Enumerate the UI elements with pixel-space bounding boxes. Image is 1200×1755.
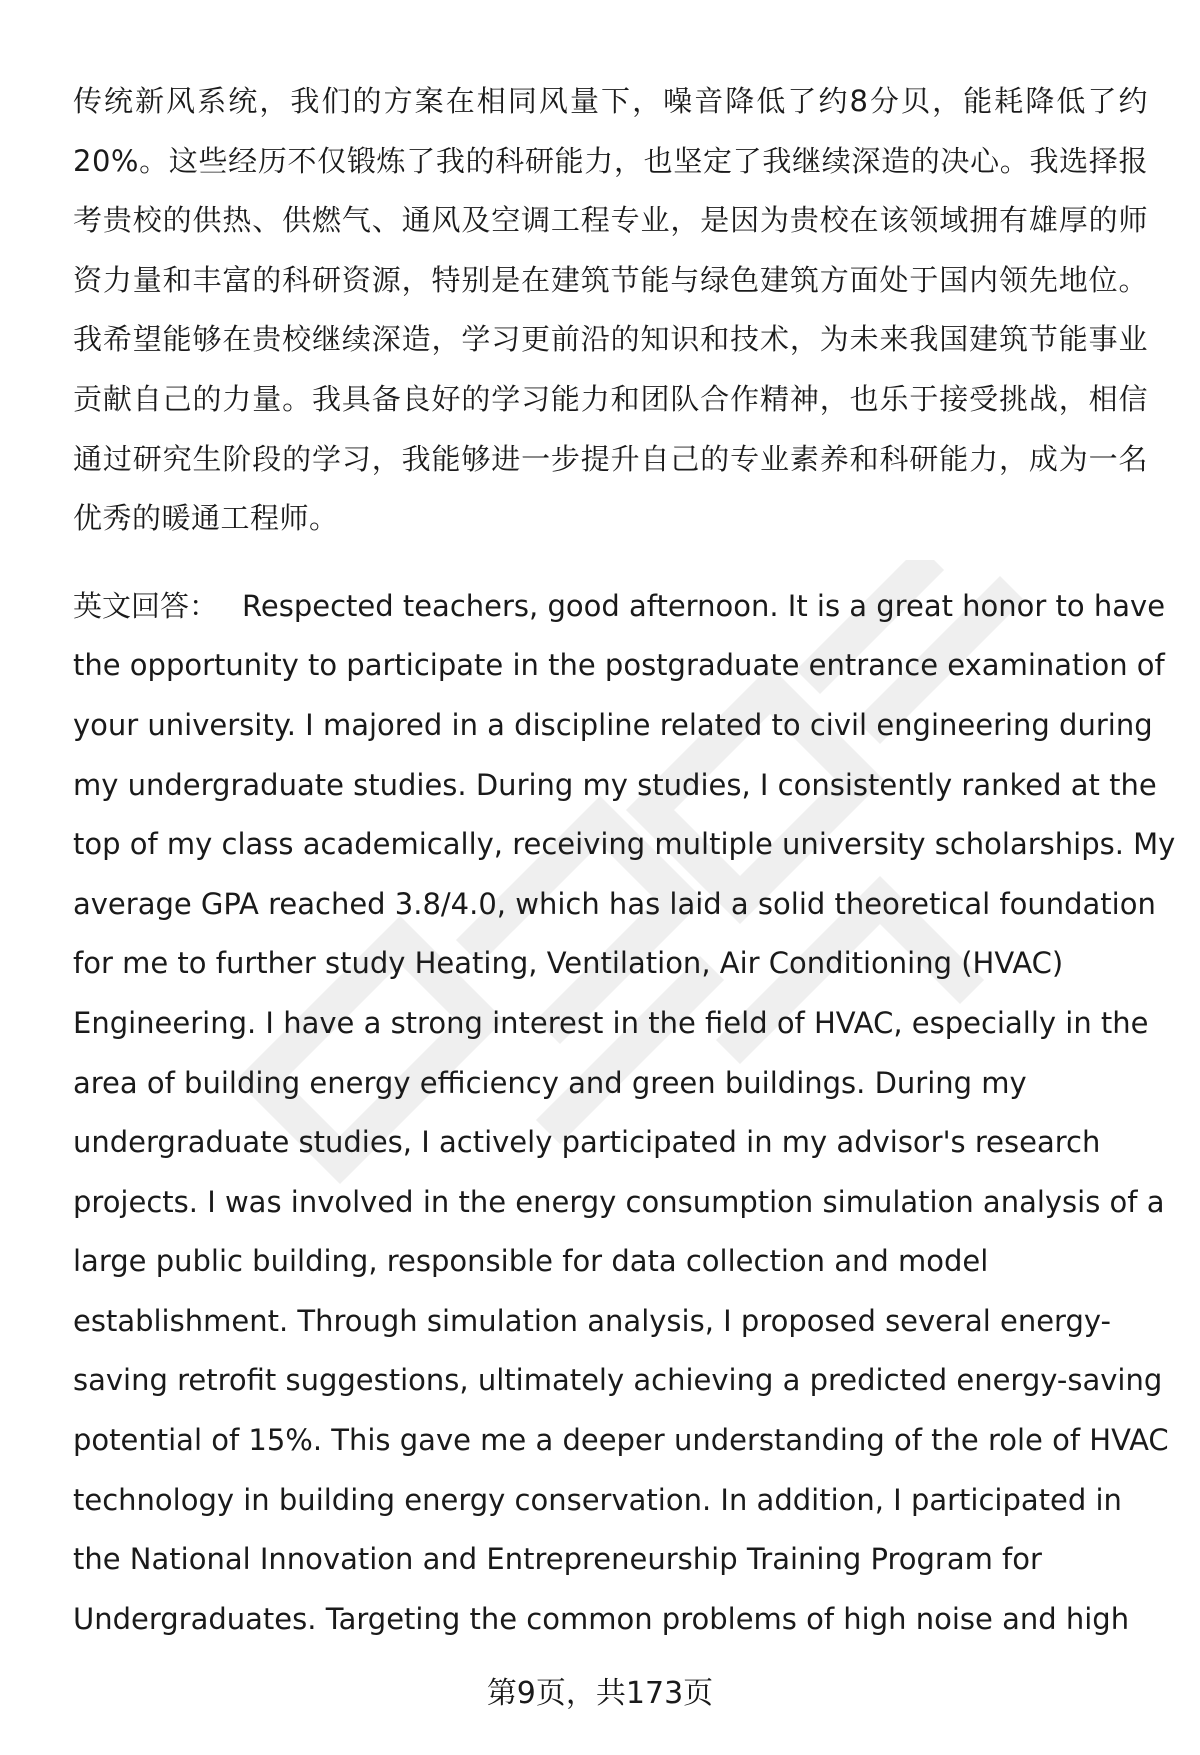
english-answer-line: average GPA reached 3.8/4.0, which has laid a solid theoretical foundation (73, 886, 1156, 921)
english-answer-line: establishment. Through simulation analysis, I proposed several energy- (73, 1303, 1111, 1338)
english-answer-line: area of building energy efficiency and green buildings. During my (73, 1065, 1027, 1100)
english-answer-line: the National Innovation and Entrepreneurship Training Program for (73, 1542, 1042, 1577)
document-body (73, 72, 1176, 1649)
english-answer-line: the opportunity to participate in the postgraduate entrance examination of (73, 648, 1165, 683)
english-answer-line: my undergraduate studies. During my studies, I consistently ranked at the (73, 767, 1157, 802)
english-answer-line: your university. I majored in a discipline related to civil engineering during (73, 707, 1153, 742)
english-answer-line: Engineering. I have a strong interest in the field of HVAC, especially in the (73, 1005, 1149, 1040)
chinese-answer-paragraph: 传统新风系统，我们的方案在相同风量下，噪音降低了约8分贝，能耗降低了约20%。这些经历不仅锻炼了我的科研能力，也坚定了我继续深造的决心。我选择报考贵校的供热、供燃气、通风及空调工程专业，是因为贵校在该领域拥有雄厚的师资力量和丰富的科研资源，特别是在建筑节能与绿色建筑方面处于国内领先地位。我希望能够在贵校继续深造，学习更前沿的知识和技术，为未来我国建筑节能事业贡献自己的力量。我具备良好的学习能力和团队合作精神，也乐于接受挑战，相信通过研究生阶段的学习，我能够进一步提升自己的专业素养和科研能力，成为一名优秀的暖通工程师。 (73, 84, 1148, 536)
page-number-footer: 第9页，共173页 (486, 1676, 714, 1711)
english-answer-line: for me to further study Heating, Ventilation, Air Conditioning (HVAC) (73, 946, 1064, 981)
english-answer-line: undergraduate studies, I actively participated in my advisor's research (73, 1125, 1101, 1160)
english-answer-paragraph (73, 577, 1176, 1650)
english-answer-label: 英文回答： (73, 588, 219, 623)
english-answer-line: technology in building energy conservation. In addition, I participated in (73, 1482, 1122, 1517)
english-answer-line: potential of 15%. This gave me a deeper understanding of the role of HVAC (73, 1423, 1169, 1458)
english-answer-line: saving retrofit suggestions, ultimately achieving a predicted energy-saving (73, 1363, 1163, 1398)
english-answer-line: Undergraduates. Targeting the common problems of high noise and high (73, 1601, 1130, 1636)
english-answer-line: 英文回答： Respected teachers, good afternoon. It is a great honor to have (73, 588, 1166, 623)
english-answer-line: projects. I was involved in the energy consumption simulation analysis of a (73, 1184, 1165, 1219)
english-answer-line: large public building, responsible for data collection and model (73, 1244, 989, 1279)
english-answer-line: top of my class academically, receiving multiple university scholarships. My (73, 827, 1176, 862)
